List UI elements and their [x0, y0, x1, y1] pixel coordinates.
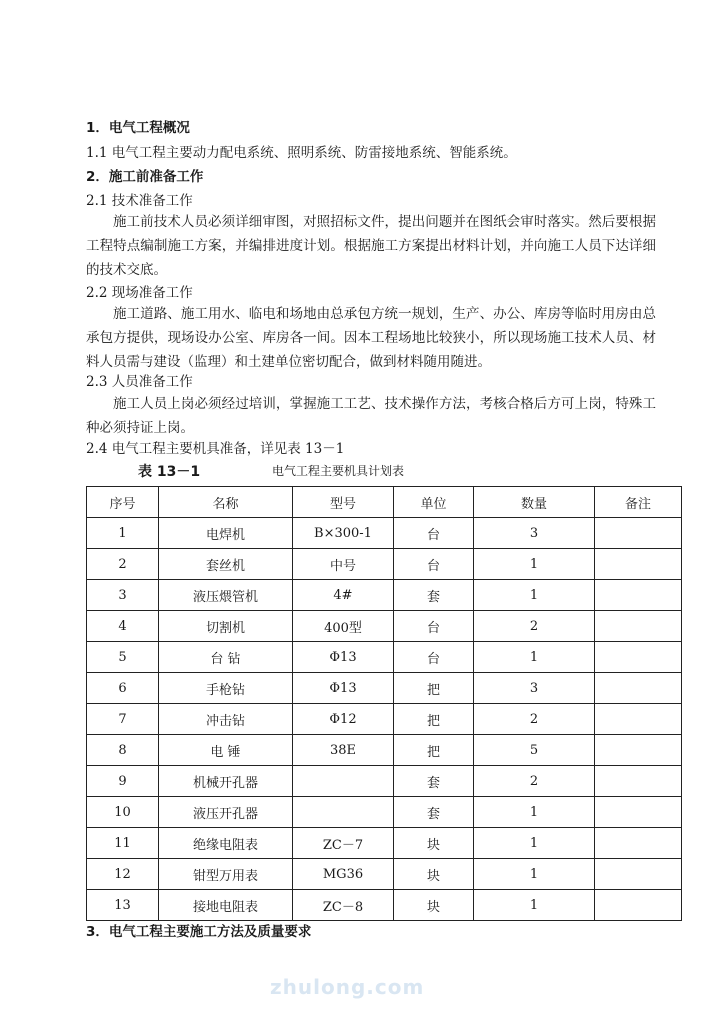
table-cell: 把	[394, 735, 474, 766]
table-cell: 台	[394, 549, 474, 580]
section-2-heading: 2．施工前准备工作	[86, 169, 204, 185]
table-cell: 套	[394, 766, 474, 797]
table-cell: 3	[474, 673, 595, 704]
table-row	[87, 766, 682, 797]
table-cell: 冲击钻	[159, 704, 293, 735]
table-cell: 套丝机	[159, 549, 293, 580]
table-cell: 4#	[293, 580, 394, 611]
table-row	[87, 611, 682, 642]
header-cell: 数量	[474, 487, 595, 518]
table-cell: 10	[87, 797, 159, 828]
table-cell: ZC－8	[293, 890, 394, 921]
table-cell: B×300-1	[293, 518, 394, 549]
table-row	[87, 580, 682, 611]
table-cell: 液压开孔器	[159, 797, 293, 828]
table-cell	[595, 890, 682, 921]
table-cell: 8	[87, 735, 159, 766]
table-cell: 5	[87, 642, 159, 673]
table-cell: 中号	[293, 549, 394, 580]
table-cell: 3	[87, 580, 159, 611]
table-cell	[595, 859, 682, 890]
equipment-table	[86, 486, 682, 921]
table-cell: 把	[394, 704, 474, 735]
table-cell: Φ13	[293, 673, 394, 704]
table-cell: 2	[474, 766, 595, 797]
table-row	[87, 828, 682, 859]
table-cell: 2	[474, 704, 595, 735]
table-cell: 6	[87, 673, 159, 704]
table-cell: 12	[87, 859, 159, 890]
table-row	[87, 518, 682, 549]
table-number: 表 13－1	[138, 464, 201, 480]
table-title: 电气工程主要机具计划表	[272, 464, 405, 478]
table-cell: 钳型万用表	[159, 859, 293, 890]
table-cell: 块	[394, 890, 474, 921]
table-header-row	[87, 487, 682, 518]
table-cell: 电 锤	[159, 735, 293, 766]
section-2-3-title: 2.3 人员准备工作	[86, 374, 193, 390]
table-cell	[293, 797, 394, 828]
table-cell: 3	[474, 518, 595, 549]
table-cell	[595, 673, 682, 704]
table-cell: 1	[474, 859, 595, 890]
table-row	[87, 890, 682, 921]
table-cell: 2	[474, 611, 595, 642]
table-cell: 把	[394, 673, 474, 704]
table-cell	[595, 828, 682, 859]
table-cell: MG36	[293, 859, 394, 890]
section-2-3-body: 施工人员上岗必须经过培训，掌握施工工艺、技术操作方法，考核合格后方可上岗，特殊工种必须持证上岗。	[86, 396, 656, 436]
table-row	[87, 642, 682, 673]
table-cell	[595, 611, 682, 642]
table-cell: 接地电阻表	[159, 890, 293, 921]
table-row	[87, 673, 682, 704]
section-1-heading: 1．电气工程概况	[86, 120, 190, 136]
table-cell: 7	[87, 704, 159, 735]
table-cell: 2	[87, 549, 159, 580]
table-cell: 台	[394, 611, 474, 642]
header-cell: 单位	[394, 487, 474, 518]
table-cell: Φ13	[293, 642, 394, 673]
table-row	[87, 859, 682, 890]
table-cell: ZC－7	[293, 828, 394, 859]
table-cell: 块	[394, 859, 474, 890]
table-cell: 电焊机	[159, 518, 293, 549]
table-cell: Φ12	[293, 704, 394, 735]
header-cell: 名称	[159, 487, 293, 518]
table-cell: 400型	[293, 611, 394, 642]
table-cell: 1	[474, 580, 595, 611]
table-cell: 4	[87, 611, 159, 642]
table-cell: 9	[87, 766, 159, 797]
table-cell: 1	[474, 828, 595, 859]
table-cell: 绝缘电阻表	[159, 828, 293, 859]
table-cell: 块	[394, 828, 474, 859]
section-2-2-title: 2.2 现场准备工作	[86, 285, 193, 301]
item-1-1: 1.1 电气工程主要动力配电系统、照明系统、防雷接地系统、智能系统。	[86, 145, 517, 161]
table-cell: 台	[394, 518, 474, 549]
table-cell: 1	[474, 642, 595, 673]
table-cell: 液压煨管机	[159, 580, 293, 611]
table-cell	[595, 797, 682, 828]
table-cell: 机械开孔器	[159, 766, 293, 797]
table-cell: 1	[474, 797, 595, 828]
table-cell: 5	[474, 735, 595, 766]
table-cell: 套	[394, 797, 474, 828]
table-cell: 11	[87, 828, 159, 859]
table-cell	[595, 766, 682, 797]
table-cell: 台	[394, 642, 474, 673]
section-2-4-title: 2.4 电气工程主要机具准备，详见表 13－1	[86, 441, 345, 457]
watermark: zhulong.com	[270, 975, 425, 999]
section-3-heading: 3．电气工程主要施工方法及质量要求	[86, 924, 312, 940]
table-cell: 1	[474, 549, 595, 580]
table-cell	[595, 642, 682, 673]
header-cell: 序号	[87, 487, 159, 518]
table-row	[87, 704, 682, 735]
header-cell: 型号	[293, 487, 394, 518]
table-cell: 手枪钻	[159, 673, 293, 704]
table-cell	[293, 766, 394, 797]
table-cell	[595, 549, 682, 580]
table-row	[87, 549, 682, 580]
table-cell: 台 钻	[159, 642, 293, 673]
section-2-1-title: 2.1 技术准备工作	[86, 193, 193, 209]
table-row	[87, 797, 682, 828]
table-cell	[595, 704, 682, 735]
table-cell: 38E	[293, 735, 394, 766]
table-cell: 套	[394, 580, 474, 611]
section-2-1-body: 施工前技术人员必须详细审图，对照招标文件，提出问题并在图纸会审时落实。然后要根据工程特点编制施工方案，并编排进度计划。根据施工方案提出材料计划，并向施工人员下达详细的技术交底。	[86, 214, 656, 278]
table-cell	[595, 580, 682, 611]
table-cell: 切割机	[159, 611, 293, 642]
table-row	[87, 735, 682, 766]
table-cell: 1	[87, 518, 159, 549]
table-cell: 1	[474, 890, 595, 921]
header-cell: 备注	[595, 487, 682, 518]
table-cell	[595, 735, 682, 766]
section-2-2-body: 施工道路、施工用水、临电和场地由总承包方统一规划，生产、办公、库房等临时用房由总承包方提供，现场设办公室、库房各一间。因本工程场地比较狭小，所以现场施工技术人员、材料人员需与建设（监理）和土建单位密切配合，做到材料随用随进。	[86, 306, 656, 370]
table-cell	[595, 518, 682, 549]
table-cell: 13	[87, 890, 159, 921]
